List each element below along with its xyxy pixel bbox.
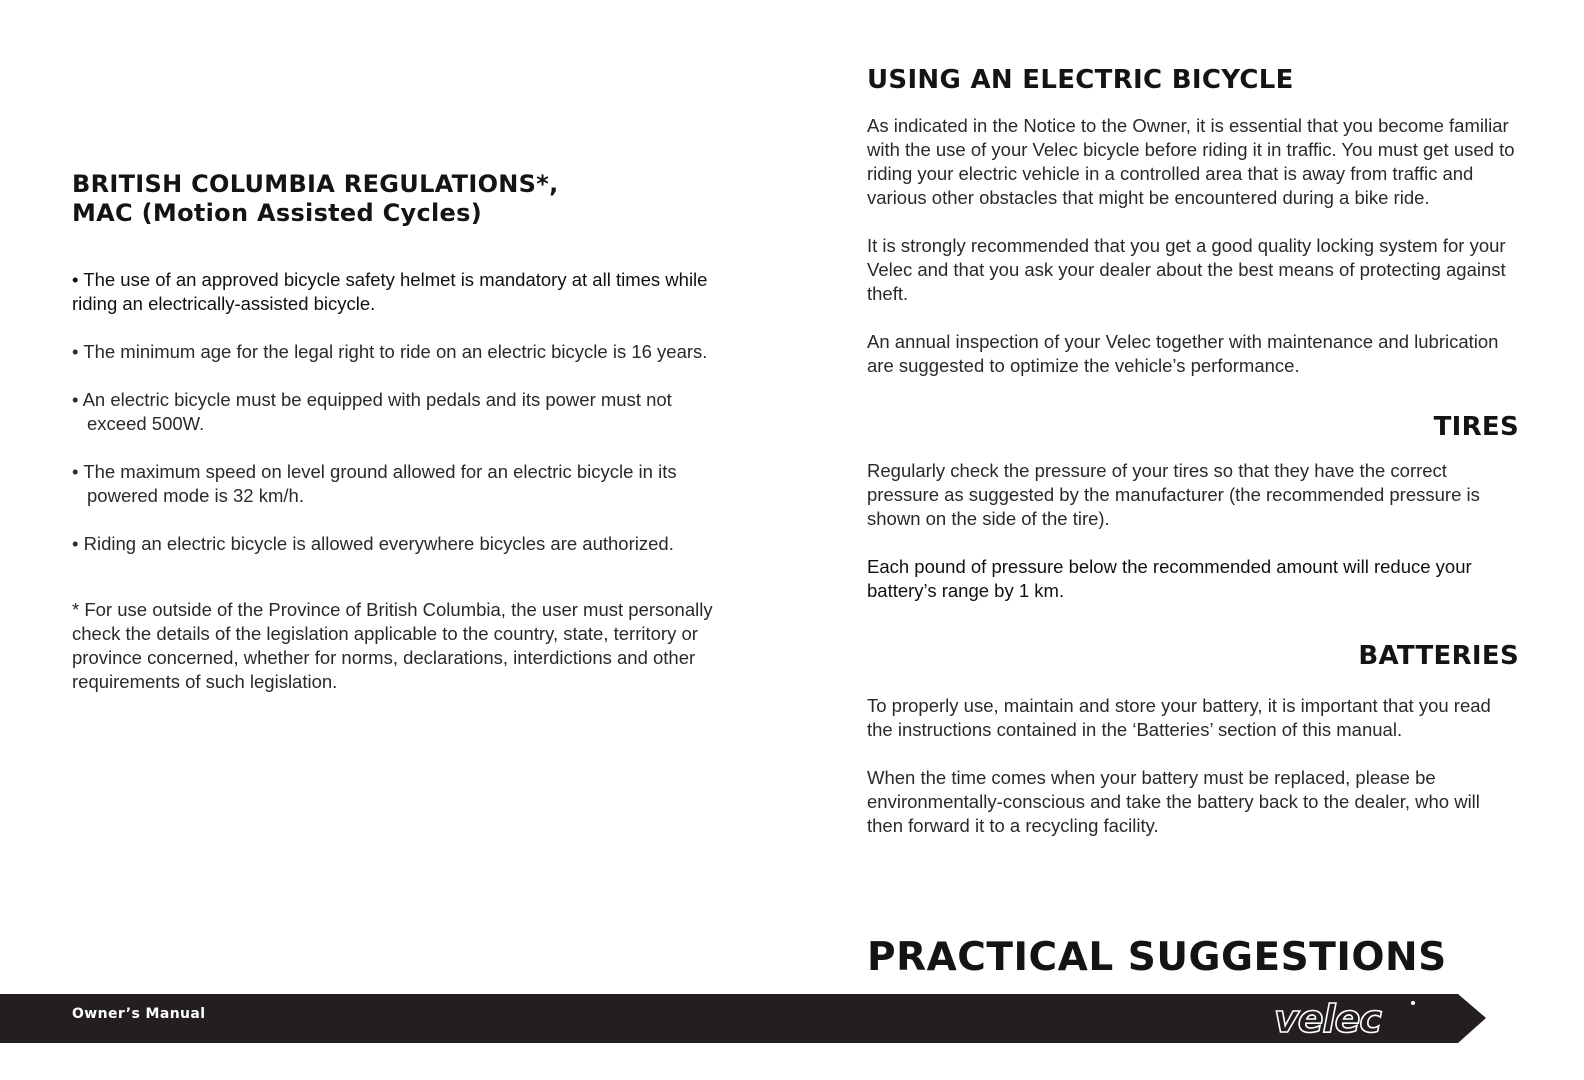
bullet-max-speed: • The maximum speed on level ground allowed for an electric bicycle in its powered mode is 32 km/h. (72, 461, 677, 506)
tires-paragraph-2: Each pound of pressure below the recommended amount will reduce your battery’s range by 1 km. (867, 556, 1472, 601)
bc-regulations-title (72, 170, 722, 228)
using-title: USING AN ELECTRIC BICYCLE (867, 65, 1294, 95)
tires-title: TIRES (1433, 412, 1519, 442)
batteries-paragraph-1: To properly use, maintain and store your battery, it is important that you read the instructions contained in the ‘Batteries’ section of this manual. (867, 695, 1491, 740)
batteries-title: BATTERIES (1358, 641, 1519, 671)
bullet-allowed: • Riding an electric bicycle is allowed everywhere bicycles are authorized. (72, 533, 674, 554)
right-column (867, 64, 1519, 838)
using-paragraph-1: As indicated in the Notice to the Owner, it is essential that you become familiar with the use of your Velec bicycle before riding it in traffic. You must get used to riding your electric vehicle in a controlled area that is away from traffic and various other obstacles that might be encountered during a bike ride. (867, 115, 1515, 208)
practical-suggestions-title: PRACTICAL SUGGESTIONS (867, 935, 1447, 980)
helmet-rule: • The use of an approved bicycle safety helmet is mandatory at all times while riding an electrically-assisted bicycle. (72, 269, 708, 314)
bullet-power: • An electric bicycle must be equipped with pedals and its power must not exceed 500W. (72, 389, 672, 434)
bc-title-line1: BRITISH COLUMBIA REGULATIONS*, (72, 170, 559, 198)
tires-paragraph-1: Regularly check the pressure of your tires so that they have the correct pressure as suggested by the manufacturer (the recommended pressure is shown on the side of the tire). (867, 460, 1480, 529)
velec-logo-text: velec (1274, 998, 1381, 1040)
footer-bar (0, 994, 1486, 1043)
bc-title-line2: MAC (Motion Assisted Cycles) (72, 199, 482, 227)
footnote: * For use outside of the Province of British Columbia, the user must personally check the details of the legislation applicable to the country, state, territory or province concerned, whether for norms, declarations, interdictions and other requirements of such legislation. (72, 599, 713, 692)
using-paragraph-2: It is strongly recommended that you get a good quality locking system for your Velec and that you ask your dealer about the best means of protecting against theft. (867, 235, 1506, 304)
batteries-paragraph-2: When the time comes when your battery must be replaced, please be environmentally-conscious and take the battery back to the dealer, who will then forward it to a recycling facility. (867, 767, 1480, 836)
left-column (72, 170, 722, 694)
velec-logo (1270, 998, 1420, 1040)
logo-trademark-mark (1411, 1001, 1415, 1005)
bullet-min-age: • The minimum age for the legal right to ride on an electric bicycle is 16 years. (72, 341, 708, 362)
footer-owners-manual: Owner’s Manual (72, 1006, 206, 1022)
using-paragraph-3: An annual inspection of your Velec together with maintenance and lubrication are suggested to optimize the vehicle’s performance. (867, 331, 1499, 376)
